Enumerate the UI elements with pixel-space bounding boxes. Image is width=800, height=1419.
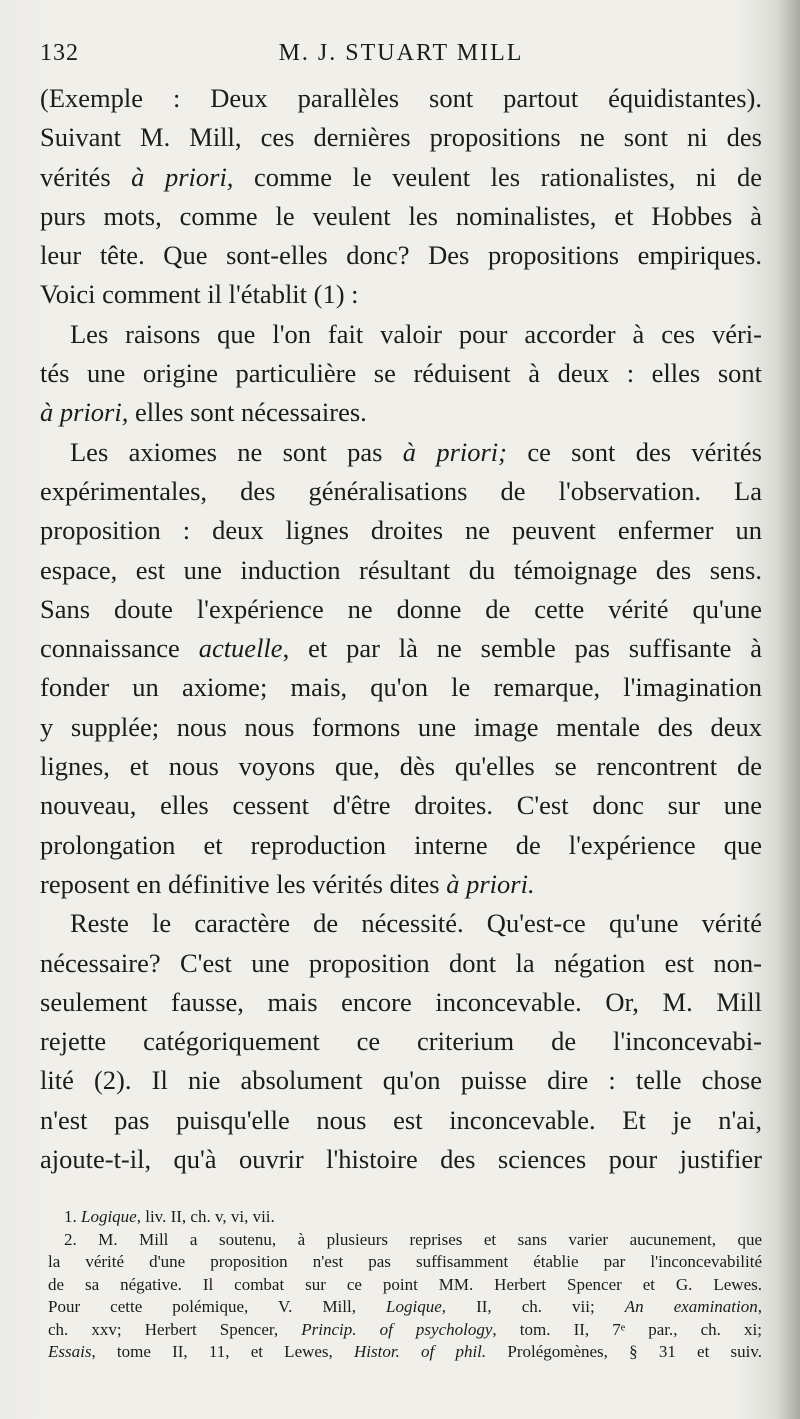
text-line: nécessaire? C'est une proposition dont la négation est non-	[40, 947, 762, 978]
text-line: à priori, elles sont nécessaires.	[40, 397, 367, 428]
text-line: lignes, et nous voyons que, dès qu'elles se rencontrent de	[40, 751, 762, 782]
text-line: purs mots, comme le veulent les nominalistes, et Hobbes à	[40, 200, 762, 231]
text-line: leur tête. Que sont-elles donc? Des propositions empiriques.	[40, 240, 762, 271]
text-line: vérités à priori, comme le veulent les rationalistes, ni de	[40, 161, 763, 192]
text-line: prolongation et reproduction interne de l'expérience que	[40, 829, 762, 860]
text-line: expérimentales, des généralisations de l'observation. La	[40, 475, 762, 506]
text-line: y supplée; nous nous formons une image mentale des deux	[40, 711, 762, 742]
footnote-2: 2. M. Mill a soutenu, à plusieurs reprises et sans varier aucunement, que	[64, 1229, 762, 1249]
text-line: (Exemple : Deux parallèles sont partout équidistantes).	[40, 83, 762, 113]
text-line: connaissance actuelle, et par là ne semble pas suffisante à	[40, 633, 762, 664]
footnote-line: de sa négative. Il combat sur ce point MM. Herbert Spencer et G. Lewes.	[48, 1274, 762, 1294]
text-line: Sans doute l'expérience ne donne de cette vérité qu'une	[40, 593, 762, 624]
text-line: seulement fausse, mais encore inconcevable. Or, M. Mill	[40, 986, 762, 1017]
text-line: reposent en définitive les vérités dites à priori.	[40, 868, 535, 899]
footnote-line: Essais, tome II, 11, et Lewes, Histor. of phil. Prolégomènes, § 31 et suiv.	[48, 1342, 762, 1361]
footnote-line: Pour cette polémique, V. Mill, Logique, II, ch. vii; An examination,	[48, 1297, 762, 1316]
page-number: 132	[40, 40, 79, 66]
text-line: fonder un axiome; mais, qu'on le remarque, l'imagination	[40, 672, 762, 703]
text-line: ajoute-t-il, qu'à ouvrir l'histoire des sciences pour justifier	[40, 1144, 762, 1175]
text-line: Suivant M. Mill, ces dernières propositions ne sont ni des	[40, 122, 762, 153]
text-line: proposition : deux lignes droites ne peuvent enfermer un	[40, 515, 762, 546]
running-title: M. J. STUART MILL	[278, 40, 524, 66]
text-line: n'est pas puisqu'elle nous est inconcevable. Et je n'ai,	[40, 1104, 762, 1135]
text-line: Les raisons que l'on fait valoir pour accorder à ces véri-	[70, 318, 762, 349]
body-text	[40, 79, 762, 1179]
footnote-line: la vérité d'une proposition n'est pas suffisamment établie par l'inconcevabilité	[48, 1252, 762, 1271]
text-line: Voici comment il l'établit (1) :	[40, 279, 359, 310]
footnote-1: 1. Logique, liv. II, ch. v, vi, vii.	[64, 1207, 275, 1226]
text-line: Reste le caractère de nécessité. Qu'est-ce qu'une vérité	[70, 908, 762, 939]
text-line: Les axiomes ne sont pas à priori; ce sont des vérités	[70, 436, 762, 467]
text-line: nouveau, elles cessent d'être droites. C'est donc sur une	[40, 790, 762, 821]
page-header	[40, 40, 762, 74]
text-line: lité (2). Il nie absolument qu'on puisse dire : telle chose	[40, 1065, 762, 1096]
footnote-line: ch. xxv; Herbert Spencer, Princip. of psychology, tom. II, 7ᵉ par., ch. xi;	[48, 1319, 762, 1339]
text-line: espace, est une induction résultant du témoignage des sens.	[40, 554, 762, 585]
footnotes	[48, 1206, 762, 1364]
text-line: tés une origine particulière se réduisent à deux : elles sont	[40, 358, 762, 389]
text-line: rejette catégoriquement ce criterium de l'inconcevabi-	[40, 1026, 762, 1057]
